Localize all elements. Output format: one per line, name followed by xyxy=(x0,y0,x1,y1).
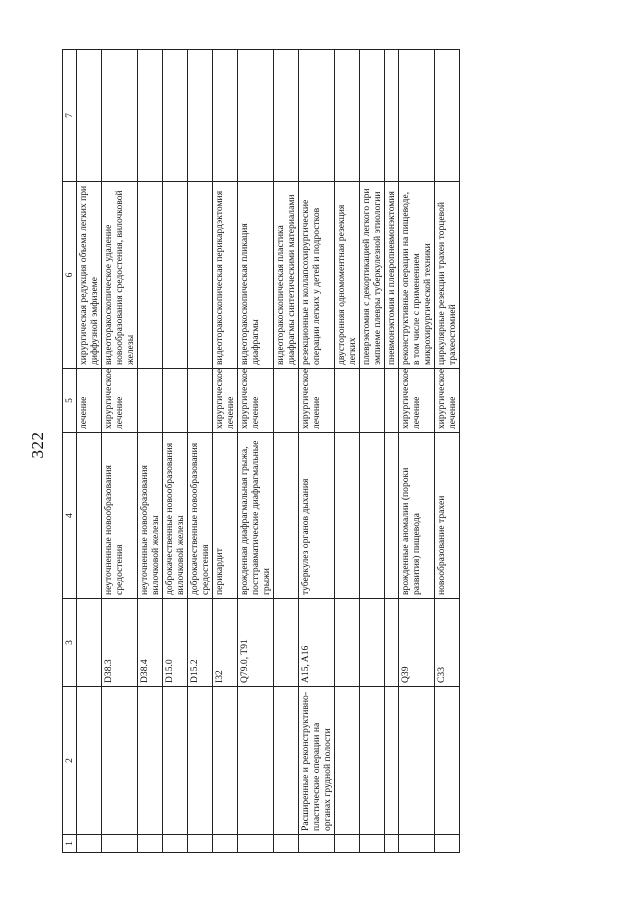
column-header: 1 xyxy=(63,835,77,853)
cell-diagnosis xyxy=(385,433,399,599)
cell-treatment xyxy=(188,369,213,433)
cell-treatment xyxy=(385,369,399,433)
procedures-table xyxy=(62,49,460,853)
cell-number xyxy=(138,835,163,853)
cell-number xyxy=(274,835,299,853)
cell-diagnosis xyxy=(335,433,360,599)
cell-method: видеоторакоскопическая перикардэктомия xyxy=(213,182,238,369)
cell-treatment: хирургическое лечение xyxy=(435,369,460,433)
cell-code: D38.3 xyxy=(102,599,138,687)
cell-treatment: хирургическое лечение xyxy=(213,369,238,433)
cell-method: плеврэктомия с декортикацией легкого при эмпиеме плевры туберкулезной этиологии xyxy=(360,182,385,369)
cell-code xyxy=(77,599,102,687)
group-cell xyxy=(360,687,385,835)
table-row xyxy=(188,50,213,853)
cell-treatment xyxy=(138,369,163,433)
cell-treatment: хирургическое лечение xyxy=(299,369,335,433)
cell-code: D15.0 xyxy=(163,599,188,687)
cell-diagnosis: неуточненные новообразования средостения xyxy=(102,433,138,599)
column-header: 3 xyxy=(63,599,77,687)
cell-diagnosis xyxy=(274,433,299,599)
header-row xyxy=(63,50,77,853)
cell-treatment: хирургическое лечение xyxy=(399,369,435,433)
table-row xyxy=(335,50,360,853)
cell-note xyxy=(274,50,299,182)
cell-code: Q79.0, T91 xyxy=(238,599,274,687)
cell-number xyxy=(299,835,335,853)
table-row xyxy=(299,50,335,853)
cell-treatment xyxy=(274,369,299,433)
table-row xyxy=(274,50,299,853)
cell-diagnosis: туберкулез органов дыхания xyxy=(299,433,335,599)
cell-note xyxy=(213,50,238,182)
cell-note xyxy=(238,50,274,182)
cell-code: D15.2 xyxy=(188,599,213,687)
cell-number xyxy=(385,835,399,853)
cell-number xyxy=(435,835,460,853)
cell-number xyxy=(102,835,138,853)
cell-method: циркулярные резекции трахеи торцевой трахеостомией xyxy=(435,182,460,369)
cell-method: двусторонняя одномоментная резекция легких xyxy=(335,182,360,369)
cell-treatment: лечение xyxy=(77,369,102,433)
group-cell xyxy=(77,687,102,835)
cell-note xyxy=(385,50,399,182)
group-cell xyxy=(188,687,213,835)
group-cell xyxy=(335,687,360,835)
column-header: 5 xyxy=(63,369,77,433)
cell-note xyxy=(188,50,213,182)
column-header: 2 xyxy=(63,687,77,835)
group-cell xyxy=(399,687,435,835)
cell-treatment xyxy=(360,369,385,433)
cell-note xyxy=(163,50,188,182)
cell-diagnosis: врожденная диафрагмальная грыжа, посттравматические диафрагмальные грыжи xyxy=(238,433,274,599)
column-header: 4 xyxy=(63,433,77,599)
cell-method: видеоторакоскопическая пликация диафрагмы xyxy=(238,182,274,369)
table-row xyxy=(213,50,238,853)
cell-number xyxy=(163,835,188,853)
cell-note xyxy=(435,50,460,182)
group-cell xyxy=(163,687,188,835)
table-row xyxy=(138,50,163,853)
cell-note xyxy=(360,50,385,182)
cell-treatment xyxy=(163,369,188,433)
cell-number xyxy=(77,835,102,853)
cell-code xyxy=(385,599,399,687)
page-number: 322 xyxy=(28,431,47,459)
cell-treatment: хирургическое лечение xyxy=(238,369,274,433)
table-row xyxy=(399,50,435,853)
cell-code: I32 xyxy=(213,599,238,687)
group-label: Расширенные и реконструктивно-пластические операции на органах грудной полости xyxy=(299,687,335,835)
cell-code: Q39 xyxy=(399,599,435,687)
cell-diagnosis xyxy=(360,433,385,599)
cell-note xyxy=(77,50,102,182)
cell-number xyxy=(399,835,435,853)
table-row xyxy=(102,50,138,853)
table-row xyxy=(360,50,385,853)
cell-note xyxy=(299,50,335,182)
cell-method: видеоторакоскопическая пластика диафрагмы синтетическими материалами xyxy=(274,182,299,369)
cell-note xyxy=(335,50,360,182)
table-row xyxy=(435,50,460,853)
cell-diagnosis xyxy=(77,433,102,599)
table-row xyxy=(238,50,274,853)
cell-note xyxy=(138,50,163,182)
cell-number xyxy=(335,835,360,853)
cell-code: D38.4 xyxy=(138,599,163,687)
cell-number xyxy=(188,835,213,853)
column-header: 6 xyxy=(63,182,77,369)
group-cell xyxy=(238,687,274,835)
group-cell xyxy=(435,687,460,835)
group-cell xyxy=(138,687,163,835)
group-cell xyxy=(213,687,238,835)
group-cell xyxy=(274,687,299,835)
cell-diagnosis: неуточненные новообразования вилочковой железы xyxy=(138,433,163,599)
cell-number xyxy=(360,835,385,853)
cell-method: видеоторакоскопическое удаление новообразования средостения, вилочковой железы xyxy=(102,182,138,369)
cell-code xyxy=(335,599,360,687)
cell-diagnosis: врожденные аномалии (пороки развития) пищевода xyxy=(399,433,435,599)
cell-treatment xyxy=(335,369,360,433)
group-cell xyxy=(102,687,138,835)
cell-method: хирургическая редукция объема легких при диффузной эмфиземе xyxy=(77,182,102,369)
table-row xyxy=(77,50,102,853)
cell-code: C33 xyxy=(435,599,460,687)
cell-number xyxy=(238,835,274,853)
group-cell xyxy=(385,687,399,835)
cell-note xyxy=(102,50,138,182)
cell-method: пневмонэктомия и плевропневмонэктомия xyxy=(385,182,399,369)
cell-code xyxy=(360,599,385,687)
cell-diagnosis: новообразование трахеи xyxy=(435,433,460,599)
cell-method: резекционные и коллапсохирургические операции легких у детей и подростков xyxy=(299,182,335,369)
cell-diagnosis: доброкачественные новообразования средостения xyxy=(188,433,213,599)
cell-note xyxy=(399,50,435,182)
cell-method xyxy=(138,182,163,369)
column-header: 7 xyxy=(63,50,77,182)
table-row xyxy=(385,50,399,853)
table-row xyxy=(163,50,188,853)
cell-code: A15, A16 xyxy=(299,599,335,687)
cell-diagnosis: перикардит xyxy=(213,433,238,599)
cell-code xyxy=(274,599,299,687)
cell-number xyxy=(213,835,238,853)
cell-diagnosis: доброкачественные новообразования вилочковой железы xyxy=(163,433,188,599)
cell-method xyxy=(188,182,213,369)
table-body xyxy=(63,50,460,853)
cell-method xyxy=(163,182,188,369)
cell-method: реконструктивные операции на пищеводе, в том числе с применением микрохирургической техники xyxy=(399,182,435,369)
cell-treatment: хирургическое лечение xyxy=(102,369,138,433)
